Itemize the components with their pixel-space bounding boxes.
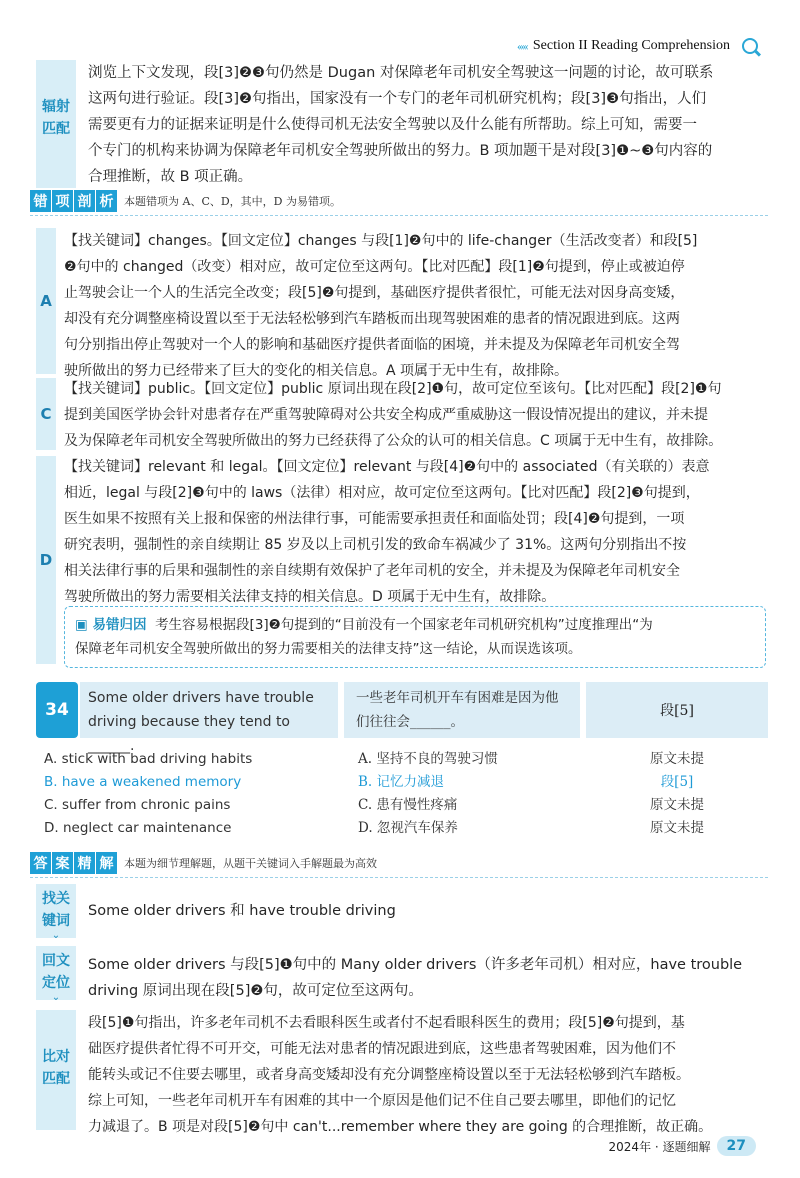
- running-header: [517, 38, 758, 54]
- option-a-en: A. stick with bad driving habits: [44, 751, 253, 767]
- arrows-icon: ‹‹‹‹‹: [516, 38, 527, 53]
- options-en: [44, 748, 344, 840]
- radiating-paragraph: 浏览上下文发现，段[3]❷❸句仍然是 Dugan 对保障老年司机安全驾驶这一问题的讨论，故可联系 这两句进行验证。段[3]❷句指出，国家没有一个专门的老年司机研究机构；段[3]❸句指出，人们 需要更有力的证据来证明是什么使得司机无法安全驾驶以及什么能有所帮助。综上可知，需要一 个专门的机构来协调为保障老年司机安全驾驶所做出的努力。B 项加题干是对段[3]❶~❸句内容的 合理推断，故 B 项正确。: [88, 65, 714, 185]
- option-c-src: 原文未提: [650, 797, 704, 813]
- radiating-label: 辐射 匹配: [42, 99, 70, 137]
- chevron-down-icon: ⌄: [51, 930, 61, 941]
- locate-label: 回文 定位: [42, 953, 70, 991]
- wrong-analysis-tag: 错 项 剖 析: [30, 190, 118, 212]
- option-c-en: C. suffer from chronic pains: [44, 797, 231, 813]
- option-d-en: D. neglect car maintenance: [44, 820, 232, 836]
- keyword-text: Some older drivers 和 have trouble driving: [88, 903, 396, 919]
- question-number: 34: [36, 682, 78, 738]
- chevron-down-icon: ⌄: [51, 992, 61, 1003]
- options-source: [586, 748, 768, 840]
- question-stem-zh: 一些老年司机开车有困难是因为他 们往往会______。: [356, 690, 559, 730]
- error-tip-box: [64, 606, 766, 668]
- option-d-letter: D: [36, 456, 56, 664]
- answer-analysis-tag: 答 案 精 解: [30, 852, 118, 874]
- answer-analysis-header: [30, 852, 768, 878]
- option-b-src: 段[5]: [660, 774, 694, 790]
- option-b-en: B. have a weakened memory: [44, 774, 242, 790]
- wrong-analysis-note: 本题错项为 A、C、D，其中，D 为易错项。: [124, 195, 341, 208]
- option-c-zh: C. 患有慢性疼痛: [358, 797, 458, 813]
- option-d-zh: D. 忽视汽车保养: [358, 820, 458, 836]
- search-icon: [742, 38, 758, 54]
- match-label: 比对 匹配: [42, 1049, 70, 1087]
- option-a-zh: A. 坚持不良的驾驶习惯: [358, 751, 498, 767]
- answer-analysis-note: 本题为细节理解题，从题干关键词入手解题最为高效: [124, 857, 377, 870]
- wrong-analysis-header: [30, 190, 768, 216]
- error-tip-line-1: 考生容易根据段[3]❷句提到的“目前没有一个国家老年司机研究机构”过度推理出“为: [155, 617, 653, 633]
- question-stem-en: Some older drivers have trouble driving because they tend to ______.: [88, 690, 314, 754]
- keyword-label: 找关 键词: [42, 891, 70, 929]
- option-c-analysis: 【找关键词】public。【回文定位】public 原词出现在段[2]❶句，故可定位至该句。【比对匹配】段[2]❶句 提到美国医学协会针对患者存在严重驾驶障碍对公共安全构成严重威胁这一假设情况提出的建议，并未提 及为保障老年司机安全驾驶所做出的努力已经获得了公众的认可的相关信息。C 项属于无中生有，故排除。: [64, 381, 723, 449]
- locate-text: Some older drivers 与段[5]❶句中的 Many older drivers（许多老年司机）相对应，have trouble driving 原词出现在段[5]❷句，故可定位至这两句。: [88, 957, 743, 999]
- match-text: 段[5]❶句指出，许多老年司机不去看眼科医生或者付不起看眼科医生的费用；段[5]❷句提到，基 础医疗提供者忙得不可开交，可能无法对患者的情况跟进到底，这些患者驾驶困难，因为他们不 能转头或记不住要去哪里，或者身高变矮却没有充分调整座椅设置以至于无法轻松够到汽车踏板。 综上可知，一些老年司机开车有困难的其中一个原因是他们记不住自己要去哪里，即他们的记忆 力减退了。B 项是对段[5]❷句中 can't...remember where they are going 的合理推断，故正确。: [88, 1015, 713, 1135]
- options-zh: [358, 748, 578, 840]
- page-footer: [609, 1136, 756, 1156]
- error-tip-line-2: 保障老年司机安全驾驶所做出的努力需要相关的法律支持”这一结论，从而误选该项。: [75, 641, 582, 657]
- option-d-analysis: 【找关键词】relevant 和 legal。【回文定位】relevant 与段[4]❷句中的 associated（有关联的）表意 相近，legal 与段[2]❸句中的 laws（法律）相对应，故可定位至这两句。【比对匹配】段[2]❸句提到， 医生如果不按照有关上报和保密的州法律行事，可能需要承担责任和面临处罚；段[4]❷句提到，一项 研究表明，强制性的亲自续期让 85 岁及以上司机引发的致命车祸减少了 31%。这两句分别指出不按 相关法律行事的后果和强制性的亲自续期有效保护了老年司机的安全，并未提及为保障老年司机安全 驾驶所做出的努力需要相关法律支持的相关信息。D 项属于无中生有，故排除。: [64, 459, 710, 605]
- option-c-letter: C: [36, 378, 56, 450]
- option-a-src: 原文未提: [650, 751, 704, 767]
- option-a-analysis: 【找关键词】changes。【回文定位】changes 与段[1]❷句中的 life-changer（生活改变者）和段[5] ❷句中的 changed（改变）相对应，故可定位至这两句。【比对匹配】段[1]❷句提到，停止或被迫停 止驾驶会让一个人的生活完全改变；段[5]❷句提到，基础医疗提供者很忙，可能无法对因身高变矮， 却没有充分调整座椅设置以至于无法轻松够到汽车踏板而出现驾驶困难的患者的情况跟进到底。这两 句分别指出停止驾驶对一个人的影响和基础医疗提供者面临的困境，并未提及为保障老年司机安全驾 驶所做出的努力已经带来了巨大的变化的相关信息。A 项属于无中生有，故排除。: [64, 233, 698, 379]
- footer-text: 2024年 · 逐题细解: [608, 1139, 711, 1154]
- section-title: Section II Reading Comprehension: [532, 38, 730, 53]
- option-d-src: 原文未提: [650, 820, 704, 836]
- question-location: 段[5]: [660, 703, 694, 719]
- option-a-letter: A: [36, 228, 56, 374]
- page-number: 27: [717, 1136, 756, 1156]
- option-b-zh: B. 记忆力减退: [358, 774, 445, 790]
- error-tip-label: ▣ 易错归因: [75, 617, 147, 633]
